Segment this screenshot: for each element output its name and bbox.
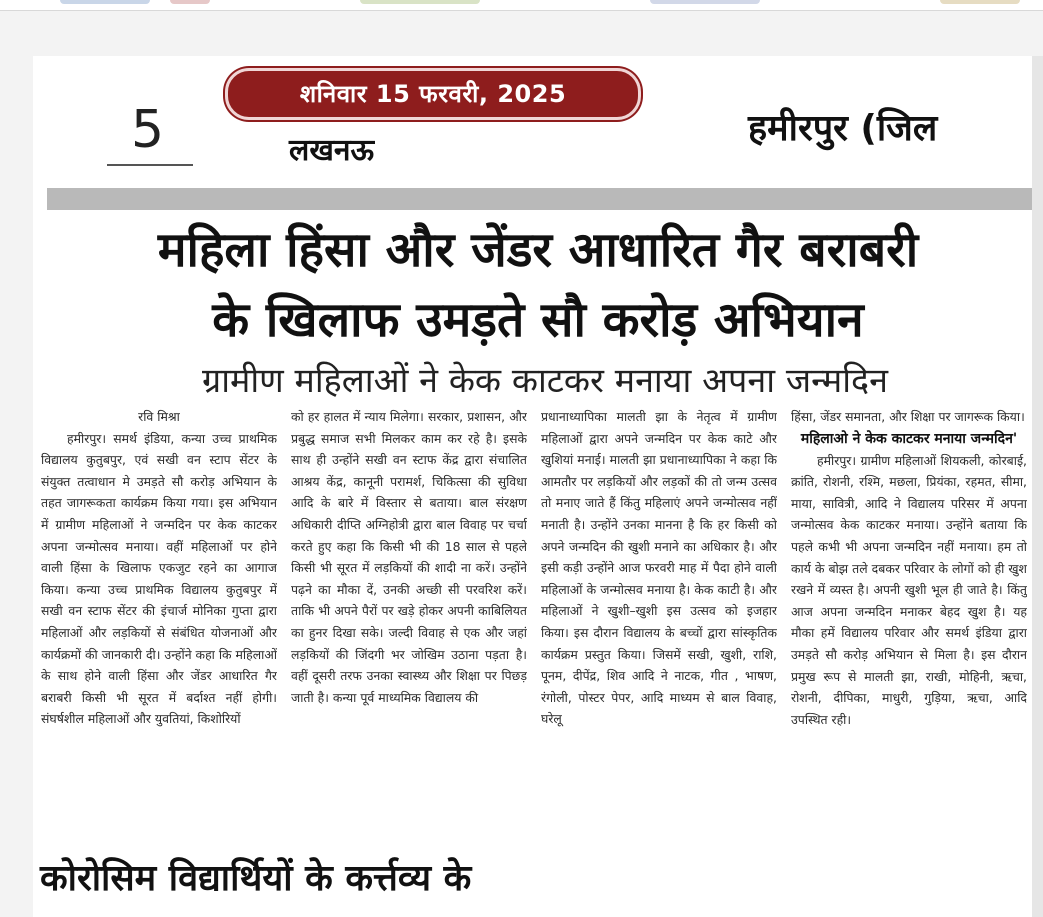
column-4-subheading: महिलाओ ने केक काटकर मनाया जन्मदिन': [800, 430, 1018, 447]
article-column-4: [791, 406, 1027, 906]
subheadline: ग्रामीण महिलाओं ने केक काटकर मनाया अपना जन्मदिन: [202, 361, 888, 401]
article-body: [33, 406, 1043, 917]
header-rule: [47, 188, 1043, 210]
article-column-2: [291, 406, 527, 906]
date-badge: शनिवार 15 फरवरी, 2025: [225, 68, 641, 120]
column-4-text-bottom: हमीरपुर। ग्रामीण महिलाओं शियकली, कोरबाई, क्रांति, रोशनी, रश्मि, मछला, प्रियंका, रहमत, सीमा, माया, सावित्री, आदि ने विद्यालय परिसर में अपना जन्मोत्सव केक काटकर मनाया। उन्होंने बताया कि पहले कभी भी अपना जन्मदिन नहीं मनाया। हम तो कार्य के बोझ तले दबकर परिवार के लोगों को ही खुश रखने में व्यस्त है। अपनी खुशी भूल ही जाते है। किंतु आज अपना जन्मदिन मनाकर बेहद खुश है। यह मौका हमें विद्यालय परिवार और समर्थ इंडिया द्वारा उमड़ते सौ करोड़ अभियान से मिला है। इस दौरान प्रमुख रूप से मालती झा, राखी, मोहिनी, ऋचा, रोशनी, दीपिका, माधुरी, गुड़िया, ऋचा, आदि उपस्थित रही।: [791, 452, 1027, 727]
district-header: हमीरपुर (जिल: [748, 108, 938, 149]
headline-line-1: महिला हिंसा और जेंडर आधारित गैर बराबरी: [157, 222, 919, 278]
page-number-underline: [107, 164, 193, 166]
city-name: लखनऊ: [289, 133, 375, 168]
byline: रवि मिश्रा: [138, 409, 180, 424]
column-4-text-top: हिंसा, जेंडर समानता, और शिक्षा पर जागरूक किया।: [791, 409, 1025, 424]
column-1-text: हमीरपुर। समर्थ इंडिया, कन्या उच्च प्राथमिक विद्यालय कुतुबपुर, एवं सखी वन स्टाप सेंटर के संयुक्त तत्वाधान मे उमड़ते सौ करोड़ अभियान के तहत जागरूकता कार्यक्रम किया गया। इस अभियान में ग्रामीण महिलाओं ने जन्मदिन पर केक काटकर अपना जन्मोत्सव मनाया। वहीं महिलाओं पर होने वाली हिंसा के खिलाफ एकजुट रहने का आगाज किया। कन्या उच्च प्राथमिक विद्यालय कुतुबपुर में सखी वन स्टाफ सेंटर की इंचार्ज मोनिका गुप्ता द्वारा महिलाओं और लड़कियों से संबंधित योजनाओं और कार्यक्रमों की जानकारी दी। उन्होंने कहा कि महिलाओं के साथ होने वाली हिंसा और जेंडर आधारित गैर बराबरी किसी भी सूरत में बर्दाश्त नहीं होगी। संघर्षशील महिलाओं और युवतियां, किशोरियों: [41, 430, 277, 727]
page-edge-shadow: [1032, 56, 1043, 917]
top-color-strip: [0, 0, 1043, 11]
next-headline-fragment: कोरोसिम विद्यार्थियों के कर्त्तव्य के: [40, 858, 472, 899]
article-column-3: [541, 406, 777, 906]
column-2-text: को हर हालत में न्याय मिलेगा। सरकार, प्रशासन, और प्रबुद्ध समाज सभी मिलकर काम कर रहे है। इसके साथ ही उन्होंने सखी वन स्टाफ केंद्र द्वारा संचालित आश्रय केंद्र, कानूनी परामर्श, चिकित्सा की सुविधा आदि के बारे में विस्तार से बताया। बाल संरक्षण अधिकारी दीप्ति अग्निहोत्री द्वारा बाल विवाह पर चर्चा करते हुए कहा कि किसी भी की 18 साल से पहले किसी भी सूरत में लड़कियों की शादी ना करें। उन्होंने पढ़ने का मौका दें, उनकी अच्छी सी परवरिश करें। ताकि भी अपने पैरों पर खड़े होकर अपनी काबिलियत का हुनर दिखा सके। जल्दी विवाह से एक और जहां लड़कियों की जिंदगी भर जोखिम उठाना पड़ता है। वहीं दूसरी तरफ उनका स्वास्थ्य और शिक्षा पर पिछड़ जाती है। कन्या पूर्व माध्यमिक विद्यालय की: [291, 409, 527, 705]
newspaper-page: [33, 56, 1043, 917]
headline-line-2: के खिलाफ उमड़ते सौ करोड़ अभियान: [212, 292, 864, 348]
page-number: 5: [131, 100, 165, 160]
article-column-1: [41, 406, 277, 906]
column-3-text: प्रधानाध्यापिका मालती झा के नेतृत्व में ग्रामीण महिलाओं द्वारा अपने जन्मदिन पर केक काटे और खुशियां मनाई। मालती झा प्रधानाध्यापिका ने कहा कि आमतौर पर लड़कियों और लड़कों की तो जन्म उत्सव तो मनाए जाते हैं किंतु महिलाएं अपने जन्मोत्सव नहीं मनाती है। उन्होंने उनका मानना है कि हर किसी को अपने जन्मदिन की खुशी मनाने का अधिकार है। और इसी कड़ी उन्होंने आज फरवरी माह में पैदा होने वाली महिलाओं के जन्मोत्सव मनाया है। केक काटी है। और महिलाओं ने खुशी–खुशी इस उत्सव को इजहार किया। इस दौरान विद्यालय के बच्चों द्वारा सांस्कृतिक कार्यक्रम प्रस्तुत किया। जिसमें सखी, खुशी, राशि, पूनम, दीपेंद्र, शिव आदि ने नाटक, गीत , भाषण, रंगोली, पोस्टर पेपर, आदि माध्यम से बाल विवाह, घरेलू: [541, 409, 777, 727]
